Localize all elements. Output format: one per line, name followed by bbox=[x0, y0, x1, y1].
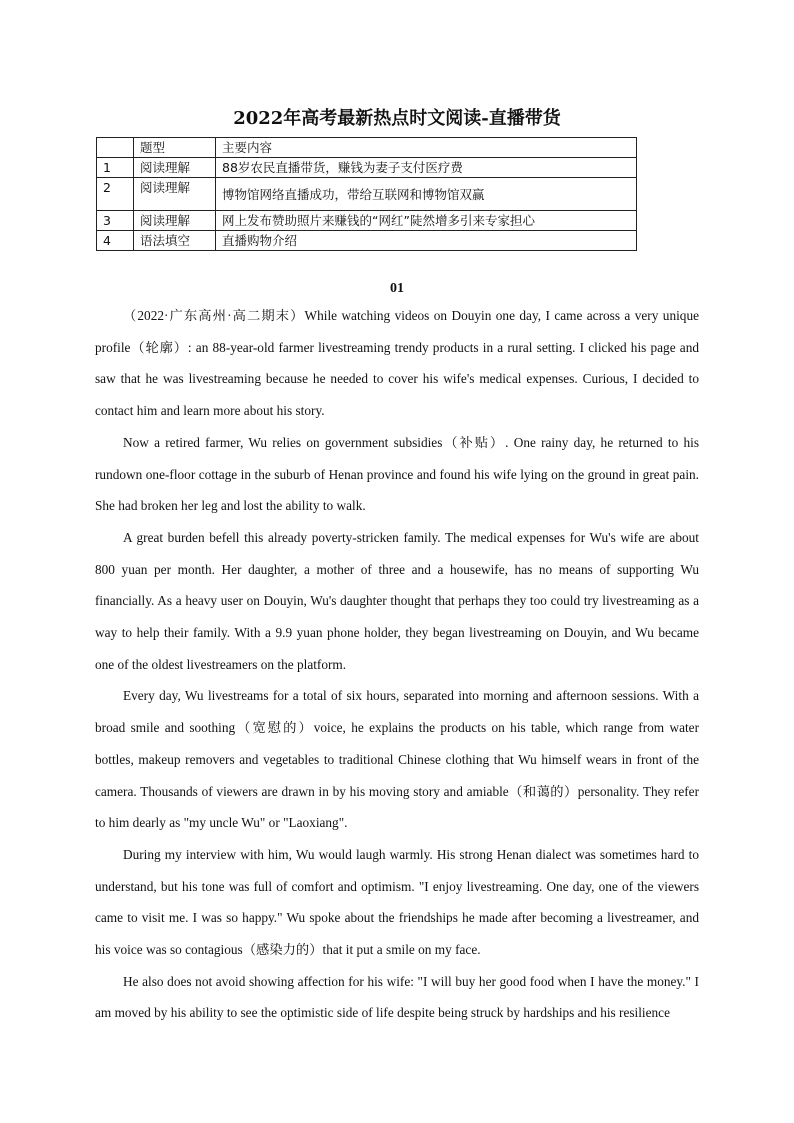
table-header-row bbox=[97, 138, 637, 158]
table-header-cell: 主要内容 bbox=[216, 138, 637, 158]
table-row bbox=[97, 211, 637, 231]
table-cell-content: 网上发布赞助照片来赚钱的“网红”陡然增多引来专家担心 bbox=[216, 211, 637, 231]
table-cell-content: 88岁农民直播带货，赚钱为妻子支付医疗费 bbox=[216, 158, 637, 178]
table-row bbox=[97, 231, 637, 251]
section-number: 01 bbox=[390, 281, 404, 296]
document-title: 2022年高考最新热点时文阅读-直播带货 bbox=[233, 108, 561, 129]
table-row bbox=[97, 178, 637, 211]
table-cell-number: 2 bbox=[97, 178, 134, 211]
summary-table bbox=[96, 137, 637, 251]
table-header-cell bbox=[97, 138, 134, 158]
table-cell-content: 博物馆网络直播成功，带给互联网和博物馆双赢 bbox=[216, 178, 637, 211]
table-cell-number: 3 bbox=[97, 211, 134, 231]
table-header-cell: 题型 bbox=[134, 138, 216, 158]
passage-body bbox=[95, 300, 699, 1029]
paragraph: （2022·广东高州·高二期末）While watching videos on Douyin one day, I came across a very unique profile（轮廓）: an 88-year-old farmer livestreaming trendy products in a rural setting. I clicked his page and saw that he was livestreaming because he needed to cover his wife's medical expenses. Curious, I decided to contact him and learn more about his story. bbox=[95, 308, 699, 419]
table-row bbox=[97, 158, 637, 178]
table-cell-type: 阅读理解 bbox=[134, 158, 216, 178]
table-cell-number: 4 bbox=[97, 231, 134, 251]
paragraph: Every day, Wu livestreams for a total of six hours, separated into morning and afternoon sessions. With a broad smile and soothing（宽慰的）voice, he explains the products on his table, which range from water bottles, makeup removers and vegetables to traditional Chinese clothing that Wu himself wears in front of the camera. Thousands of viewers are drawn in by his moving story and amiable（和蔼的）personality. They refer to him dearly as "my uncle Wu" or "Laoxiang". bbox=[95, 688, 699, 831]
table-cell-content: 直播购物介绍 bbox=[216, 231, 637, 251]
table-cell-type: 阅读理解 bbox=[134, 178, 216, 211]
table-cell-type: 语法填空 bbox=[134, 231, 216, 251]
paragraph: Now a retired farmer, Wu relies on government subsidies（补贴）. One rainy day, he returned to his rundown one-floor cottage in the suburb of Henan province and found his wife lying on the ground in great pain. She had broken her leg and lost the ability to walk. bbox=[95, 434, 699, 514]
table-cell-type: 阅读理解 bbox=[134, 211, 216, 231]
table-cell-number: 1 bbox=[97, 158, 134, 178]
paragraph: During my interview with him, Wu would laugh warmly. His strong Henan dialect was sometimes hard to understand, but his tone was full of comfort and optimism. "I enjoy livestreaming. One day, one of the viewers came to visit me. I was so happy." Wu spoke about the friendships he made after becoming a livestreamer, and his voice was so contagious（感染力的）that it put a smile on my face. bbox=[95, 846, 699, 958]
paragraph: A great burden befell this already poverty-stricken family. The medical expenses for Wu's wife are about 800 yuan per month. Her daughter, a mother of three and a housewife, has no means of supporting Wu financially. As a heavy user on Douyin, Wu's daughter thought that perhaps they too could try livestreaming as a way to help their family. With a 9.9 yuan phone holder, they began livestreaming on Douyin, and Wu became one of the oldest livestreamers on the platform. bbox=[95, 529, 699, 672]
paragraph: He also does not avoid showing affection for his wife: "I will buy her good food when I have the money." I am moved by his ability to see the optimistic side of life despite being struck by hardships and his resilience bbox=[95, 973, 699, 1021]
